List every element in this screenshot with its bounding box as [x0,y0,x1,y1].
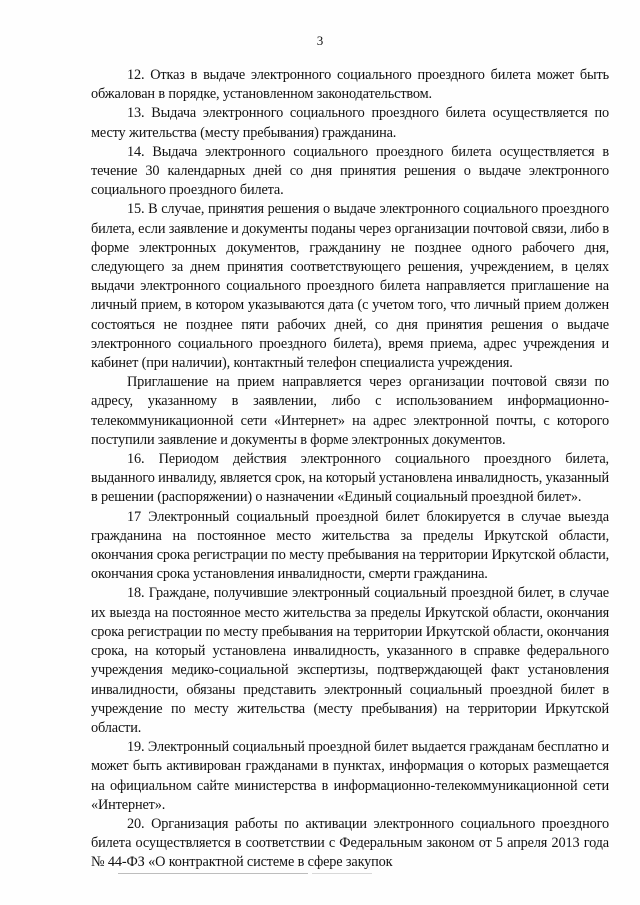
paragraph-19: 19. Электронный социальный проездной билет выдается гражданам бесплатно и может быть активирован гражданами в пунктах, информация о которых размещается на официальном сайте министерства в информационно-телекоммуникационной сети «Интернет». [91,739,609,813]
paragraph-12: 12. Отказ в выдаче электронного социального проездного билета может быть обжалован в порядке, установленном законодательством. [91,67,609,103]
paragraph-14: 14. Выдача электронного социального проездного билета осуществляется в течение 30 календарных дней со дня принятия решения о выдаче электронного социального проездного билета. [91,143,609,199]
paragraph-15-invitation: Приглашение на прием направляется через организации почтовой связи по адресу, указанному в заявлении, либо с использованием информационно-телекоммуникационной сети «Интернет» на адрес электронной почты, с которого поступили заявление и документы в форме электронных документов. [91,374,609,448]
document-body [91,66,609,873]
paragraph-15: 15. В случае, принятия решения о выдаче электронного социального проездного билета, если заявление и документы поданы через организации почтовой связи, либо в форме электронных документов, гражданину не позднее одного рабочего дня, следующего за днем принятия соответствующего решения, учреждением, в целях выдачи электронного социального проездного билета направляется приглашение на личный прием, в котором указываются дата (с учетом того, что личный прием должен состояться не позднее пяти рабочих дней, со дня принятия решения о выдаче электронного социального проездного билета), время приема, адрес учреждения и кабинет (при наличии), контактный телефон специалиста учреждения. [91,201,609,372]
paragraph-17: 17 Электронный социальный проездной билет блокируется в случае выезда гражданина на постоянное место жительства за пределы Иркутской области, окончания срока регистрации по месту пребывания на территории Иркутской области, окончания срока установления инвалидности, смерти гражданина. [91,508,609,583]
scan-artifact-line [312,873,372,874]
paragraph-16: 16. Периодом действия электронного социального проездного билета, выданного инвалиду, является срок, на который установлена инвалидность, указанный в решении (распоряжении) о назначении «Единый социальный проездной билет». [91,451,609,506]
page-number: 3 [316,33,324,48]
scan-artifact-line [118,873,308,874]
paragraph-20: 20. Организация работы по активации электронного социального проездного билета осуществляется в соответствии с Федеральным законом от 5 апреля 2013 года № 44-ФЗ «О контрактной системе в сфере закупок [91,815,609,871]
paragraph-13: 13. Выдача электронного социального проездного билета осуществляется по месту жительства (месту пребывания) гражданина. [91,105,609,141]
paragraph-18: 18. Граждане, получившие электронный социальный проездной билет, в случае их выезда на постоянное место жительства за пределы Иркутской области, окончания срока регистрации по месту пребывания на территории Иркутской области, окончания срока, на который установлена инвалидность, указанного в справке федерального учреждения медико-социальной экспертизы, подтверждающей факт установления инвалидности, обязаны представить электронный социальный проездной билет в учреждение по месту жительства (месту пребывания) на территории Иркутской области. [91,585,609,736]
